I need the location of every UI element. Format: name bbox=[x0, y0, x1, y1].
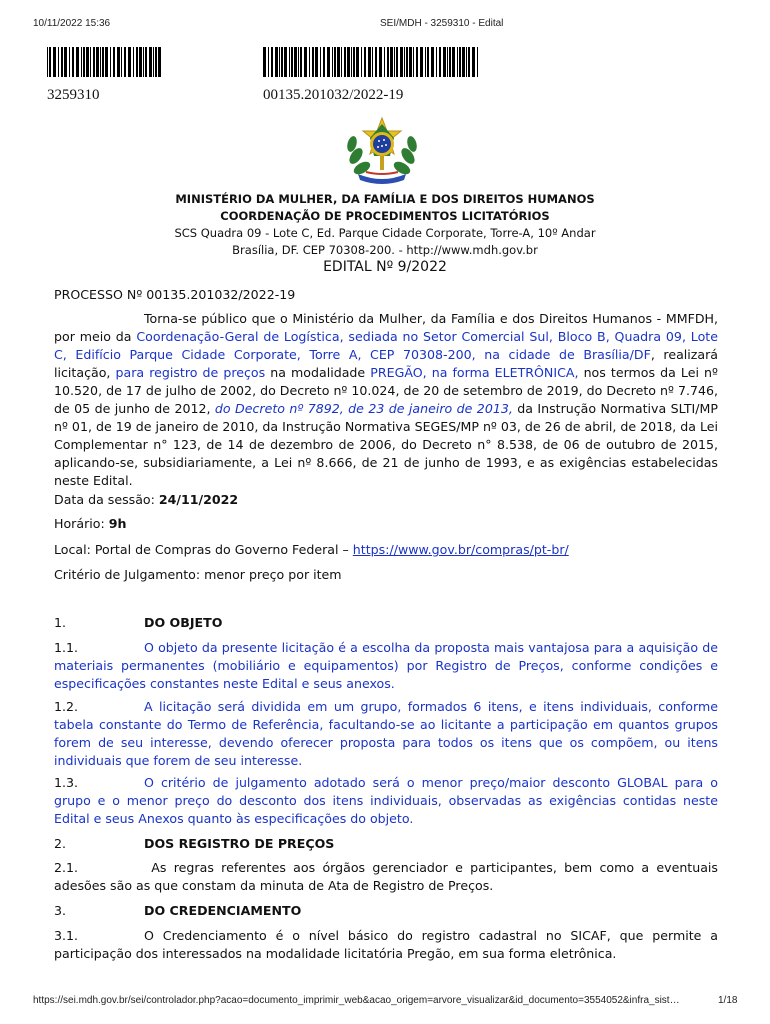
barcode-bar bbox=[100, 47, 101, 77]
processo-number: PROCESSO Nº 00135.201032/2022-19 bbox=[54, 287, 296, 302]
barcode-bar bbox=[294, 47, 297, 77]
barcode-bar bbox=[145, 47, 147, 77]
barcode-bar bbox=[425, 47, 426, 77]
barcode-bar bbox=[298, 47, 299, 77]
barcode-bar bbox=[439, 47, 441, 77]
barcode-bar bbox=[404, 47, 405, 77]
intro-text-3: na modalidade bbox=[265, 365, 371, 380]
barcode-bar bbox=[93, 47, 95, 77]
intro-location: Coordenação-Geral de Logística, sediada no Setor Comercial Sul, Bloco B, Quadra 09, Lote C, Edifício Parque Cidade Corporate, Torre A, CEP 70308-200, na cidade de Brasília/DF bbox=[54, 329, 718, 362]
barcode-bar bbox=[275, 47, 278, 77]
clause-1-3 bbox=[54, 774, 718, 828]
edital-title: EDITAL Nº 9/2022 bbox=[323, 259, 447, 275]
barcode-bar bbox=[351, 47, 352, 77]
section-title: DOS REGISTRO DE PREÇOS bbox=[144, 836, 335, 851]
session-time bbox=[54, 515, 718, 533]
process-number: 00135.201032/2022-19 bbox=[263, 87, 404, 103]
barcode-bar bbox=[334, 47, 336, 77]
section-number: 2. bbox=[54, 836, 67, 851]
barcode-bar bbox=[420, 47, 423, 77]
barcode-bar bbox=[61, 47, 63, 77]
barcode-bar bbox=[379, 47, 382, 77]
barcode-bar bbox=[344, 47, 346, 77]
intro-price-registry: para registro de preços bbox=[115, 365, 266, 380]
session-date bbox=[54, 491, 718, 509]
intro-text-5: da Instrução Normativa SLTI/MP nº 01, de 19 de janeiro de 2010, da Instrução Normativa SEGES/MP nº 03, de 26 de abril, de 2018, da Lei Complementar n° 123, de 14 de dezembro de 2006, do Decreto n° 8.538, de 06 de outubro de 2015, aplicando-se, subsidiariamente, a Lei nº 8.666, de 21 de junho de 1993, e as exigências estabelecidas neste Edital. bbox=[54, 401, 718, 488]
barcode-bar bbox=[347, 47, 350, 77]
barcode-bar bbox=[409, 47, 412, 77]
barcode-bar bbox=[368, 47, 371, 77]
barcode-bar bbox=[315, 47, 318, 77]
intro-text-2: , realizará licitação, bbox=[54, 347, 719, 380]
compras-portal-link[interactable]: https://www.gov.br/compras/pt-br/ bbox=[352, 542, 569, 557]
barcode-bar bbox=[284, 47, 287, 77]
barcode-bar bbox=[289, 47, 290, 77]
barcode-bar bbox=[304, 47, 307, 77]
session-date-label: Data da sessão: bbox=[54, 492, 159, 507]
session-time-label: Horário: bbox=[54, 516, 109, 531]
barcode-bar bbox=[105, 47, 108, 77]
barcode-bar bbox=[427, 47, 429, 77]
barcode-bar bbox=[387, 47, 389, 77]
barcode-bar bbox=[76, 47, 79, 77]
clause-1-2 bbox=[54, 698, 718, 770]
barcode-bar bbox=[356, 47, 359, 77]
barcode-bar bbox=[117, 47, 120, 77]
barcode-bar bbox=[153, 47, 154, 77]
barcode-bar bbox=[327, 47, 330, 77]
barcode-bar bbox=[58, 47, 59, 77]
print-page-number: 1/18 bbox=[718, 995, 738, 1006]
session-place-label: Local: Portal de Compras do Governo Federal – bbox=[54, 542, 353, 557]
barcode-bar bbox=[372, 47, 373, 77]
barcode-bar bbox=[139, 47, 142, 77]
barcode-bar bbox=[291, 47, 293, 77]
barcode-bar bbox=[384, 47, 385, 77]
barcode-bar bbox=[279, 47, 280, 77]
session-place bbox=[54, 541, 718, 559]
clause-3-1 bbox=[54, 927, 718, 963]
barcode-bar bbox=[449, 47, 451, 77]
barcode-bar bbox=[452, 47, 455, 77]
barcode-bar bbox=[390, 47, 393, 77]
document-id-number: 3259310 bbox=[47, 87, 100, 103]
barcode-bar bbox=[121, 47, 122, 77]
barcode-document-id bbox=[47, 47, 163, 77]
barcode-bar bbox=[136, 47, 138, 77]
barcode-bar bbox=[443, 47, 446, 77]
section-title: DO OBJETO bbox=[144, 615, 223, 630]
barcode-bar bbox=[462, 47, 465, 77]
barcode-bar bbox=[81, 47, 82, 77]
section-number: 3. bbox=[54, 903, 67, 918]
coordination-name: COORDENAÇÃO DE PROCEDIMENTOS LICITATÓRIOS bbox=[220, 209, 550, 223]
barcode-bar bbox=[143, 47, 144, 77]
barcode-bar bbox=[309, 47, 310, 77]
barcode-bar bbox=[364, 47, 366, 77]
barcode-bar bbox=[431, 47, 434, 77]
barcode-bar bbox=[320, 47, 321, 77]
session-date-value: 24/11/2022 bbox=[158, 492, 239, 507]
barcode-bar bbox=[69, 47, 70, 77]
barcode-bar bbox=[447, 47, 448, 77]
barcode-bar bbox=[416, 47, 418, 77]
barcode-bar bbox=[396, 47, 398, 77]
clause-number: 3.1. bbox=[54, 928, 79, 943]
barcode-bar bbox=[468, 47, 470, 77]
clause-number: 1.3. bbox=[54, 775, 79, 790]
barcode-bar bbox=[110, 47, 111, 77]
clause-2-1 bbox=[54, 859, 718, 895]
clause-number: 1.2. bbox=[54, 699, 79, 714]
barcode-bar bbox=[64, 47, 67, 77]
address-line-2: Brasília, DF. CEP 70308-200. - http://www.mdh.gov.br bbox=[232, 243, 538, 257]
barcode-bar bbox=[472, 47, 475, 77]
barcode-bar bbox=[323, 47, 325, 77]
clause-text: O critério de julgamento adotado será o menor preço/maior desconto GLOBAL para o grupo e o menor preço do desconto dos itens individuais, observadas as exigências contidas neste Edital e seus Anexos quanto às especificações do objeto. bbox=[54, 775, 718, 826]
section-title: DO CREDENCIAMENTO bbox=[144, 903, 302, 918]
barcode-bar bbox=[361, 47, 362, 77]
barcode-bar bbox=[394, 47, 395, 77]
barcode-bar bbox=[400, 47, 403, 77]
barcode-bar bbox=[312, 47, 314, 77]
barcode-bar bbox=[53, 47, 56, 77]
barcode-bar bbox=[133, 47, 134, 77]
clause-text: O Credenciamento é o nível básico do registro cadastral no SICAF, que permite a participação dos interessados na modalidade licitatória Pregão, em sua forma eletrônica. bbox=[54, 928, 718, 961]
barcode-bar bbox=[96, 47, 99, 77]
barcode-bar bbox=[353, 47, 355, 77]
address-line-1: SCS Quadra 09 - Lote C, Ed. Parque Cidade Corporate, Torre-A, 10º Andar bbox=[174, 226, 596, 240]
print-footer-url: https://sei.mdh.gov.br/sei/controlador.php?acao=documento_imprimir_web&acao_origem=arvore_visualizar&id_documento=3554052&infra_sist… bbox=[33, 995, 680, 1006]
clause-text: A licitação será dividida em um grupo, formados 6 itens, e itens individuais, conforme tabela constante do Termo de Referência, facultando-se ao licitante a participação em quantos grupos forem de seu interesse, devendo oferecer proposta para todos os itens que os compõem, ou itens individuais que forem de seu interesse. bbox=[54, 699, 718, 768]
barcode-bar bbox=[406, 47, 408, 77]
barcode-bar bbox=[332, 47, 333, 77]
print-doc-title: SEI/MDH - 3259310 - Edital bbox=[380, 18, 504, 29]
barcode-bar bbox=[113, 47, 115, 77]
barcode-bar bbox=[341, 47, 342, 77]
barcode-bar bbox=[459, 47, 461, 77]
barcode-bar bbox=[436, 47, 437, 77]
print-datetime: 10/11/2022 15:36 bbox=[33, 18, 111, 29]
intro-text-4: nos termos da Lei nº 10.520, de 17 de julho de 2002, do Decreto nº 10.024, de 20 de setembro de 2019, do Decreto nº 7.746, de 05 de junho de 2012, bbox=[54, 365, 718, 416]
barcode-bar bbox=[263, 47, 266, 77]
clause-1-1 bbox=[54, 639, 718, 693]
barcode-bar bbox=[47, 47, 48, 77]
barcode-bar bbox=[155, 47, 157, 77]
intro-paragraph bbox=[54, 310, 718, 490]
barcode-bar bbox=[413, 47, 414, 77]
barcode-bar bbox=[281, 47, 283, 77]
clause-number: 1.1. bbox=[54, 640, 79, 655]
section-number: 1. bbox=[54, 615, 67, 630]
intro-decree-7892: do Decreto nº 7892, de 23 de janeiro de 2013, bbox=[214, 401, 513, 416]
barcode-bar bbox=[83, 47, 85, 77]
judgment-criteria: Critério de Julgamento: menor preço por item bbox=[54, 567, 342, 582]
section-1-heading bbox=[54, 614, 718, 632]
intro-modality: PREGÃO, na forma ELETRÔNICA, bbox=[370, 365, 579, 380]
section-3-heading bbox=[54, 902, 718, 920]
section-2-heading bbox=[54, 835, 718, 853]
barcode-bar bbox=[90, 47, 91, 77]
brazil-coat-of-arms-icon bbox=[342, 116, 422, 188]
clause-text: O objeto da presente licitação é a escolha da proposta mais vantajosa para a aquisição de materiais permanentes (mobiliário e equipamentos) por Registro de Preços, conforme condições e especificações constantes neste Edital e seus anexos. bbox=[54, 640, 718, 691]
barcode-bar bbox=[268, 47, 269, 77]
session-time-value: 9h bbox=[108, 516, 127, 531]
barcode-bar bbox=[72, 47, 74, 77]
intro-text-1: Torna-se público que o Ministério da Mulher, da Família e dos Direitos Humanos - MMFDH, por meio da bbox=[54, 311, 718, 344]
barcode-bar bbox=[337, 47, 340, 77]
barcode-bar bbox=[375, 47, 377, 77]
barcode-bar bbox=[477, 47, 478, 77]
barcode-bar bbox=[457, 47, 458, 77]
barcode-bar bbox=[128, 47, 131, 77]
clause-text: As regras referentes aos órgãos gerenciador e participantes, bem como a eventuais adesões são as que constam da minuta de Ata de Registro de Preços. bbox=[54, 860, 718, 893]
barcode-bar bbox=[300, 47, 302, 77]
barcode-bar bbox=[271, 47, 273, 77]
barcode-process-number bbox=[263, 47, 481, 77]
barcode-bar bbox=[466, 47, 467, 77]
ministry-name: MINISTÉRIO DA MULHER, DA FAMÍLIA E DOS DIREITOS HUMANOS bbox=[175, 192, 595, 206]
barcode-bar bbox=[49, 47, 51, 77]
barcode-bar bbox=[102, 47, 104, 77]
barcode-bar bbox=[158, 47, 161, 77]
clause-number: 2.1. bbox=[54, 860, 79, 875]
barcode-bar bbox=[86, 47, 89, 77]
barcode-bar bbox=[124, 47, 126, 77]
barcode-bar bbox=[149, 47, 152, 77]
